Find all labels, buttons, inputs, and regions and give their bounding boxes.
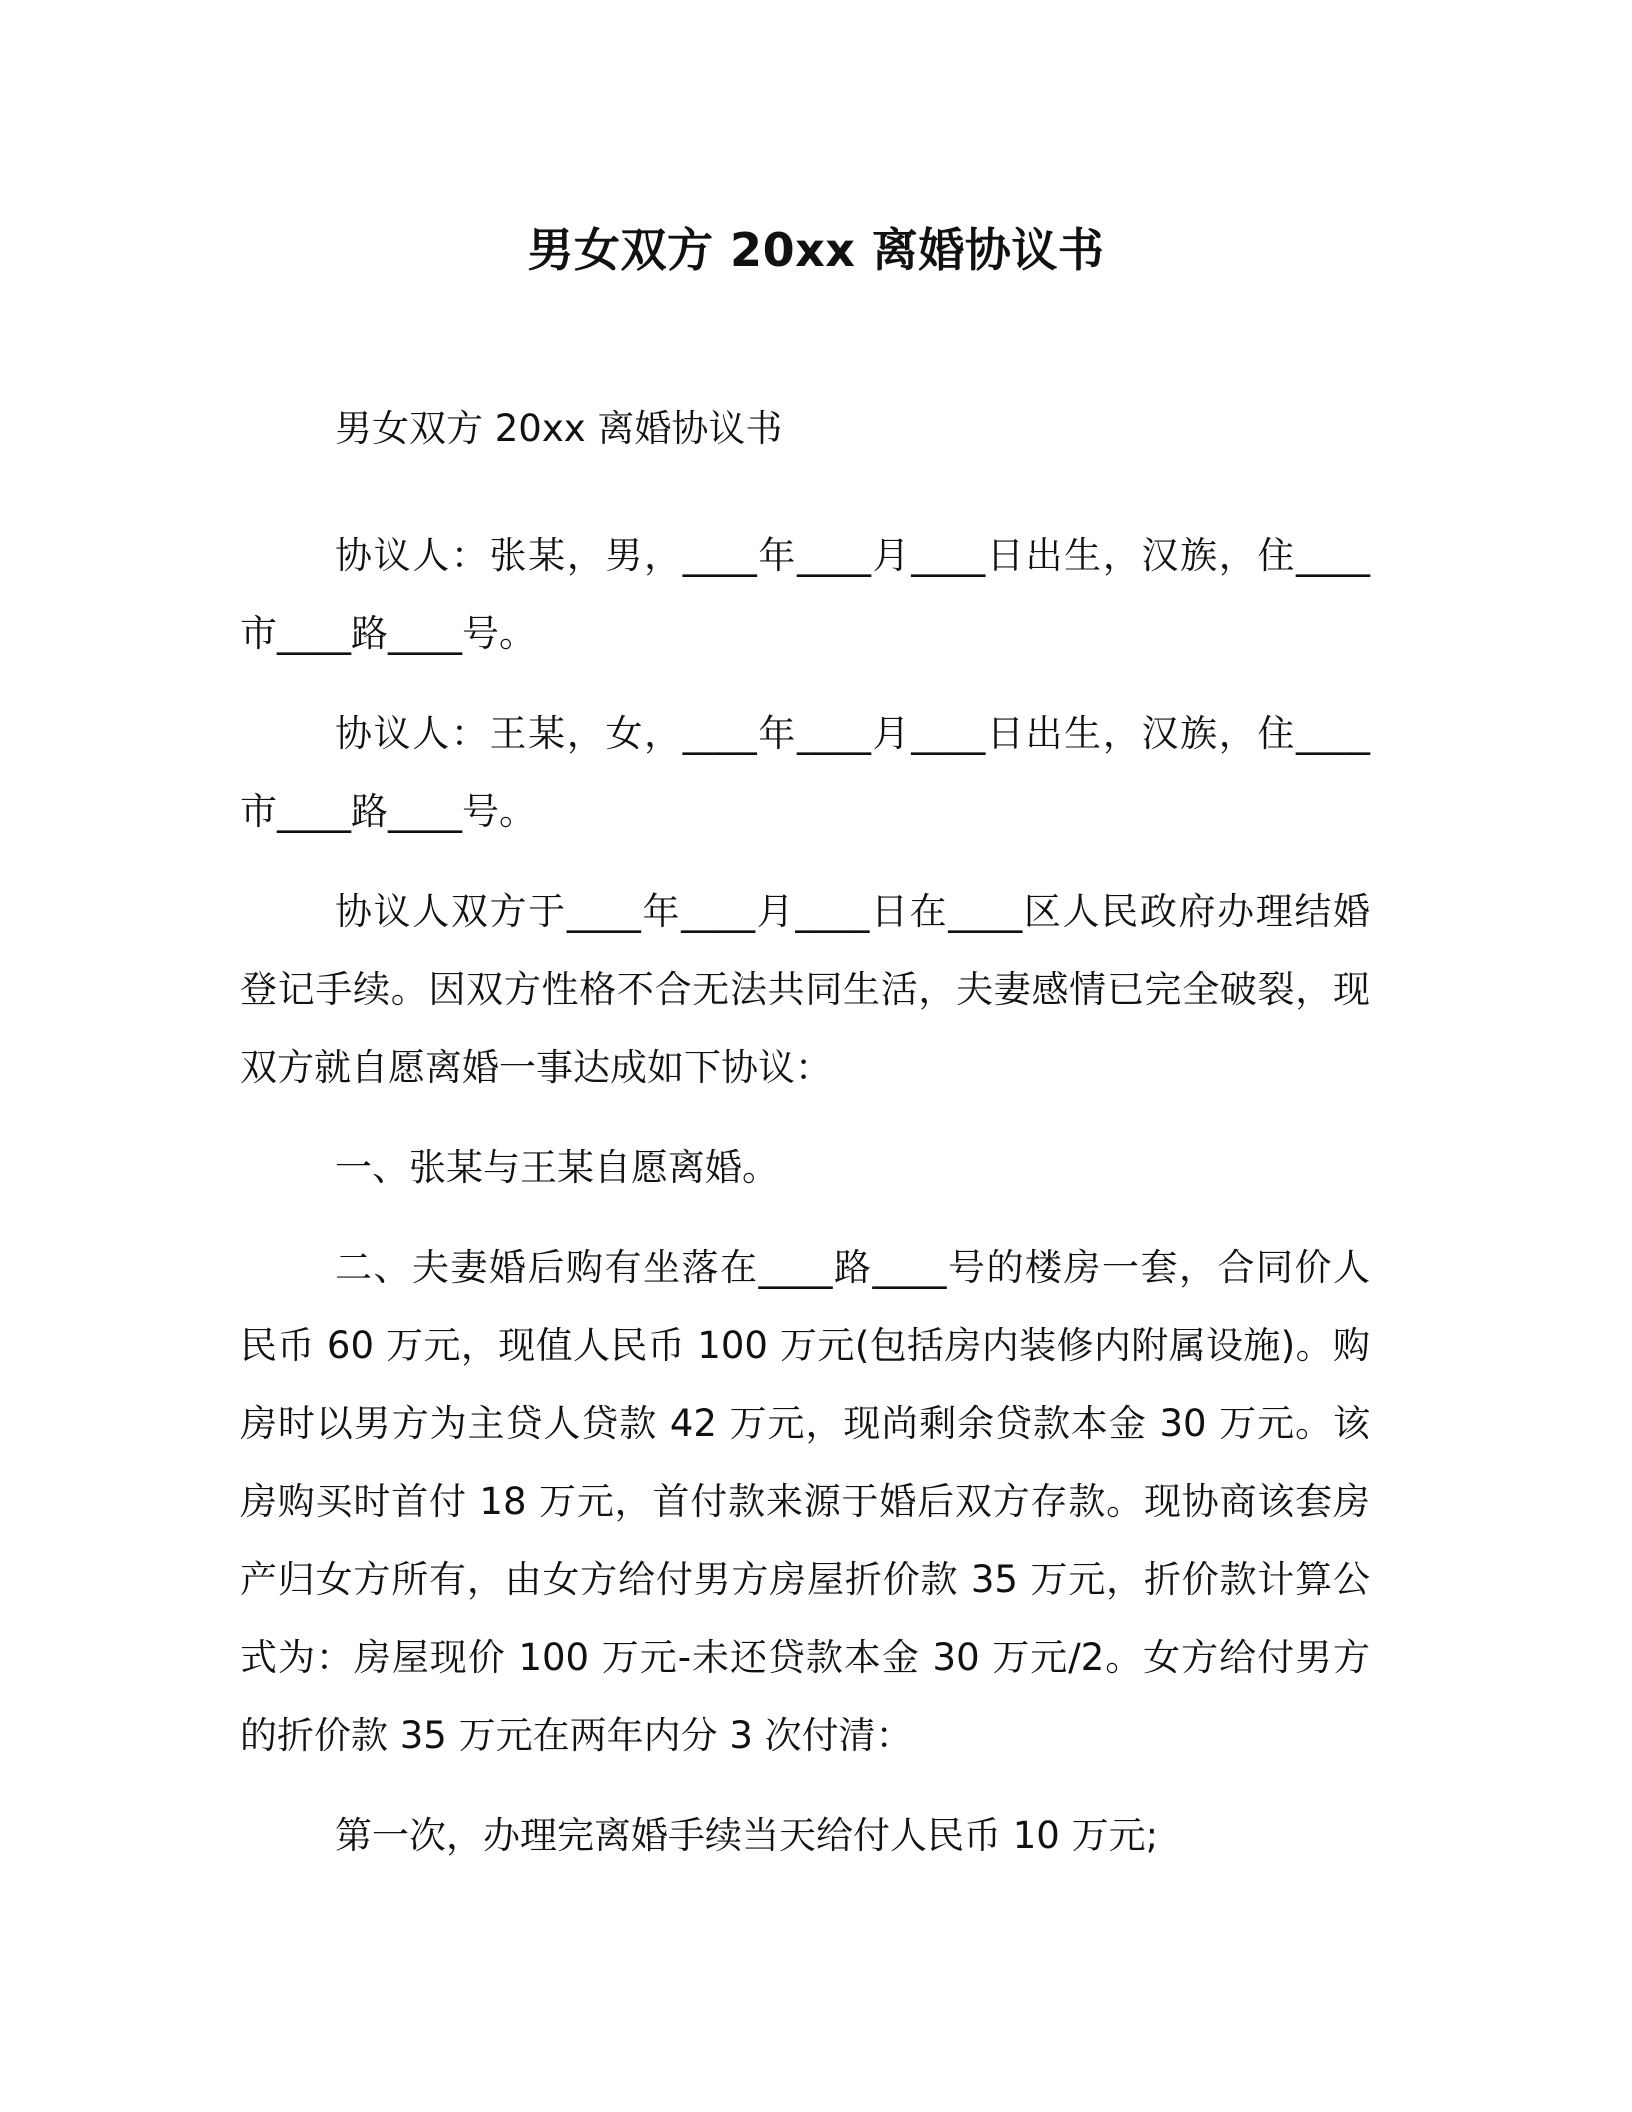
paragraph-first-payment: 第一次，办理完离婚手续当天给付人民币 10 万元; — [335, 1814, 1159, 1857]
paragraph-subtitle: 男女双方 20xx 离婚协议书 — [335, 407, 783, 450]
document-title: 男女双方 20xx 离婚协议书 — [527, 223, 1105, 277]
paragraph-party-zhang: 协议人：张某，男，____年____月____日出生，汉族，住____市____路____号。 — [240, 534, 1370, 655]
paragraph-clause-two: 二、夫妻婚后购有坐落在____路____号的楼房一套，合同价人民币 60 万元，现值人民币 100 万元(包括房内装修内附属设施)。购房时以男方为主贷人贷款 42 万元，现尚剩余贷款本金 30 万元。该房购买时首付 18 万元，首付款来源于婚后双方存款。现协商该套房产归女方所有，由女方给付男方房屋折价款 35 万元，折价款计算公式为：房屋现价 100 万元-未还贷款本金 30 万元/2。女方给付男方的折价款 35 万元在两年内分 3 次付清： — [240, 1246, 1370, 1757]
paragraph-party-wang: 协议人：王某，女，____年____月____日出生，汉族，住____市____路____号。 — [240, 712, 1370, 833]
paragraph-clause-one: 一、张某与王某自愿离婚。 — [335, 1146, 779, 1189]
document-body — [240, 390, 1370, 1875]
paragraph-marriage-registration: 协议人双方于____年____月____日在____区人民政府办理结婚登记手续。因双方性格不合无法共同生活，夫妻感情已完全破裂，现双方就自愿离婚一事达成如下协议： — [240, 890, 1370, 1089]
